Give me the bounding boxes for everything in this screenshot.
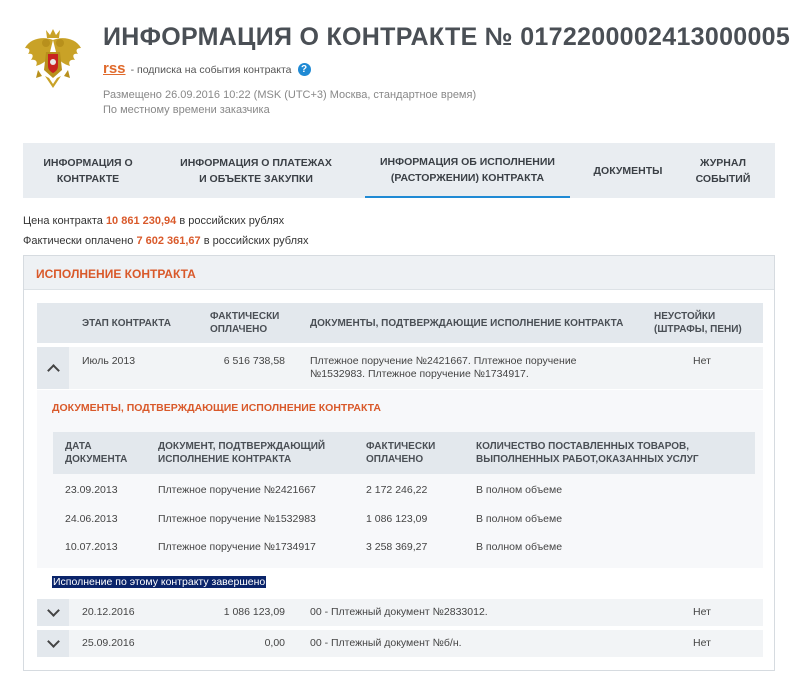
chevron-up-icon xyxy=(47,364,60,377)
sub-table-header xyxy=(53,432,755,474)
sub-table-row: 23.09.2013 Плтежное поручение №2421667 2 172 246,22 В полном объеме xyxy=(65,484,563,496)
page-header xyxy=(0,0,801,130)
table-row xyxy=(37,630,763,657)
contract-price-value: 10 861 230,94 xyxy=(105,215,177,227)
sub-col-document: ДОКУМЕНТ, ПОДТВЕРЖДАЮЩИЙ ИСПОЛНЕНИЕ КОНТРАКТА xyxy=(158,441,326,465)
panel-title: ИСПОЛНЕНИЕ КОНТРАКТА xyxy=(36,267,196,281)
tab-payments-info[interactable]: ИНФОРМАЦИЯ О ПЛАТЕЖАХ И ОБЪЕКТЕ ЗАКУПКИ xyxy=(180,156,332,185)
sub-table-title: ДОКУМЕНТЫ, ПОДТВЕРЖДАЮЩИЕ ИСПОЛНЕНИЕ КОНТРАКТА xyxy=(52,402,382,414)
sub-col-quantity: КОЛИЧЕСТВО ПОСТАВЛЕННЫХ ТОВАРОВ, ВЫПОЛНЕННЫХ РАБОТ,ОКАЗАННЫХ УСЛУГ xyxy=(476,441,699,465)
placement-info xyxy=(103,88,476,118)
row-expand-toggle[interactable] xyxy=(37,630,69,657)
sub-table-row: 10.07.2013 Плтежное поручение №1734917 3 258 369,27 В полном объеме xyxy=(65,541,563,553)
chevron-down-icon xyxy=(47,635,60,648)
col-penalty: НЕУСТОЙКИ (ШТРАФЫ, ПЕНИ) xyxy=(654,311,742,335)
rss-link[interactable]: rss xyxy=(103,60,126,77)
russian-coat-of-arms-icon xyxy=(22,26,84,94)
sub-table-row: 24.06.2013 Плтежное поручение №1532983 1 086 123,09 В полном объеме xyxy=(65,513,563,525)
row-stage: 20.12.2016 xyxy=(82,606,135,618)
execution-table-header xyxy=(37,303,763,343)
actually-paid-value: 7 602 361,67 xyxy=(136,235,201,247)
row-collapse-toggle[interactable] xyxy=(37,347,69,389)
rss-subscription xyxy=(103,60,311,77)
tab-execution-info[interactable]: ИНФОРМАЦИЯ ОБ ИСПОЛНЕНИИ (РАСТОРЖЕНИИ) КОНТРАКТА xyxy=(365,143,570,198)
row-penalty: Нет xyxy=(693,606,711,618)
contract-tabs xyxy=(23,143,775,198)
help-icon[interactable]: ? xyxy=(298,63,311,76)
sub-col-date: ДАТА ДОКУМЕНТА xyxy=(65,441,128,465)
row-paid: 0,00 xyxy=(264,637,285,649)
local-time-note: По местному времени заказчика xyxy=(103,104,270,116)
row-documents: 00 - Плтежный документ №б/н. xyxy=(310,637,462,649)
sub-col-paid: ФАКТИЧЕСКИ ОПЛАЧЕНО xyxy=(366,441,436,465)
col-paid: ФАКТИЧЕСКИ ОПЛАЧЕНО xyxy=(210,311,280,335)
table-row xyxy=(37,599,763,626)
contract-price: Цена контракта 10 861 230,94 в российских рублях xyxy=(23,215,285,227)
tab-documents[interactable]: ДОКУМЕНТЫ xyxy=(593,164,663,177)
actually-paid: Фактически оплачено 7 602 361,67 в российских рублях xyxy=(23,235,309,247)
rss-subtitle: - подписка на события контракта xyxy=(130,64,292,76)
contract-execution-panel xyxy=(23,255,775,671)
row-penalty: Нет xyxy=(693,637,711,649)
col-documents: ДОКУМЕНТЫ, ПОДТВЕРЖДАЮЩИЕ ИСПОЛНЕНИЕ КОНТРАКТА xyxy=(310,318,624,329)
chevron-down-icon xyxy=(47,604,60,617)
table-row xyxy=(37,347,763,389)
row-documents: Плтежное поручение №2421667. Плтежное поручение №1532983. Плтежное поручение №1734917. xyxy=(310,355,577,380)
row-expand-toggle[interactable] xyxy=(37,599,69,626)
col-stage: ЭТАП КОНТРАКТА xyxy=(82,318,171,329)
placed-date: Размещено 26.09.2016 10:22 (MSK (UTC+3) Москва, стандартное время) xyxy=(103,89,477,101)
row-paid: 1 086 123,09 xyxy=(223,606,285,618)
row-paid: 6 516 738,58 xyxy=(223,355,285,367)
row-penalty: Нет xyxy=(693,355,711,367)
tab-contract-info[interactable]: ИНФОРМАЦИЯ О КОНТРАКТЕ xyxy=(43,156,133,185)
panel-header xyxy=(24,256,774,290)
tab-events-log[interactable]: ЖУРНАЛ СОБЫТИЙ xyxy=(695,156,751,185)
row-documents: 00 - Плтежный документ №2833012. xyxy=(310,606,488,618)
row-stage: 25.09.2016 xyxy=(82,637,135,649)
row-stage: Июль 2013 xyxy=(82,355,136,367)
completion-note: Исполнение по этому контракту завершено xyxy=(53,576,266,588)
page-title: ИНФОРМАЦИЯ О КОНТРАКТЕ № 0172200002413000005 xyxy=(103,23,791,51)
